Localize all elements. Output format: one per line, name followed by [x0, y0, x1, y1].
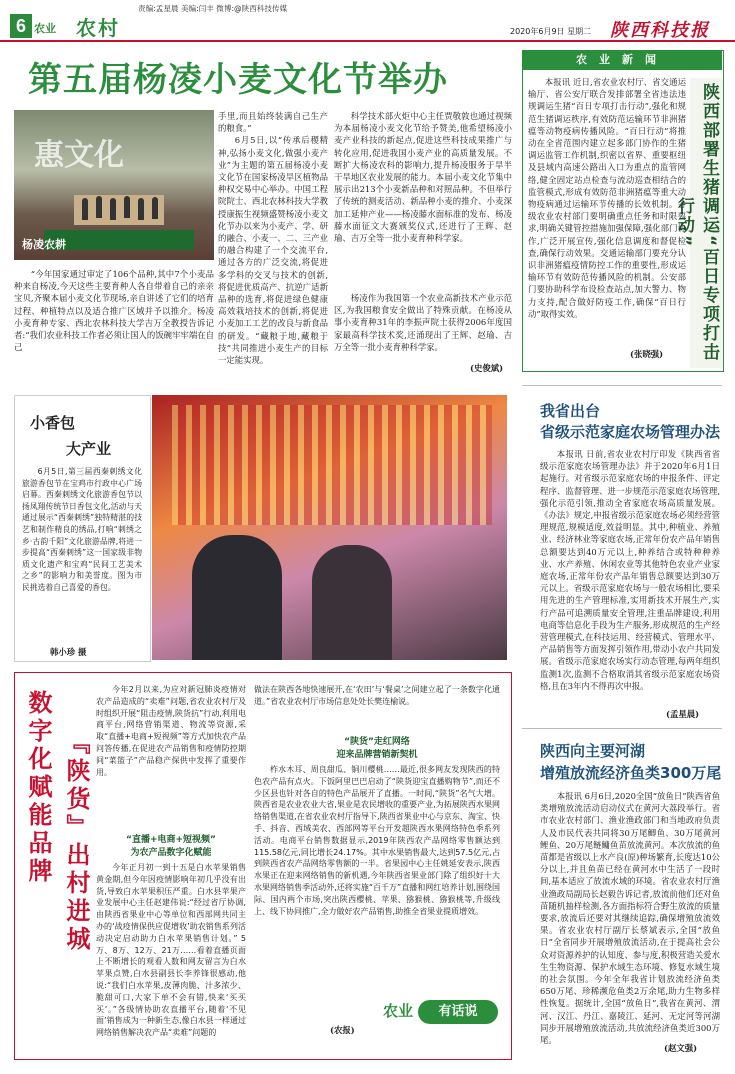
digital-body-2: 柞水木耳、周良甜瓜、铜川樱桃……最近,很多网友发现陕西的特色农产品有点火。下饭阿里巴巴启动了“陕货迎宝直播购物节”,而还不少区县也针对各自的特色产品展开了直播。一时间,“陕货”名气大增。陕西省是农业农业大省,果业是农民增收的重要产业,为拓展陕西水果网络销售渠道,在省农业农村厅指导下,陕西省果业中心与京东、淘宝、快手、抖音、西域美农、西部网等平台开发超陕西水果网络特色季系列活动。电商平台销售数据显示,2019年陕西农产品网络零售额达到115.58亿元,同比增长24.17%。其中水果销售最大,达到57.5亿元,占到陕西省农产品网络零售额的一半。省果园中心主任姚延安表示,陕西水果正在迎来网络销售的新机遇,今年陕西省果业部门除了组织好十大水果网络销售季活动外,还将实施“百千万”直播和网红培养计划,围绕国际、国内两个市场,突出陕西樱桃、苹果、猕猴桃、猕猴桃等,升级线上、线下协同推广,全力做好农产品销售,助推全省果业提质增效。 — [254, 765, 500, 916]
editor-credits: 责编:孟星晨 美编:闫丰 微博:@陕西科技传媒 — [138, 4, 288, 13]
fish-credit: (赵文强) — [664, 1043, 698, 1053]
wheat-festival-photo: 杨凌农耕 惠文化 — [14, 110, 214, 260]
divider — [522, 385, 722, 386]
section-label-small: 农业 — [34, 22, 56, 35]
photo-banner-text: 杨凌农耕 — [22, 238, 66, 251]
wheat-credit: (史俊斌) — [470, 363, 504, 373]
newspaper-brand: 陕西科技报 — [610, 20, 710, 41]
main-headline: 第五届杨凌小麦文化节举办 — [28, 60, 448, 100]
farm-title-1: 我省出台 — [540, 402, 601, 420]
talk-badge: 有话说 — [418, 1000, 498, 1024]
fish-title-2: 增殖放流经济鱼类300万尾 — [540, 764, 722, 782]
wheat-article-col-c: 科学技术部火炬中心主任贾敬敦也通过视频为本届杨凌小麦文化节给予赞美,他希望杨凌小麦产业科技的新起点,促进这些科技成果推广与转化应用,促进我国小麦产业的高质量发展。不断扩大杨凌农科的影响力,提升杨凌服务于旱半干旱地区农业发展的能力。本届小麦文化节集中展示出213个小麦新品种和对照品种。不但举行了传统的测麦活动、新品种小麦的推介、小麦深加工延伸产业——杨凌藤水面标准的发布、杨凌藤水面征文大赛颁奖仪式,还进行了王辉、赵瑜、吉万全等一批小麦育种科学家。 — [334, 111, 512, 244]
digital-intro: 今年2月以来,为应对新冠肺炎疫情对农产品造成的“卖难”问题,省农业农村厅及时组织开展“阻击疫情,陕货抗”行动,利用电商平台,网络营销渠道、物流等资源,采取“直播+电商+短视频”等方式加快农产品问答传播,在促进农产品销售和疫情防控期间“菜篮子”产品稳产保供中发挥了重要作用。 — [96, 685, 246, 777]
digital-col-mid: 做法在陕西各地快速展开,在‘农田’与‘餐桌’之间建立起了一条数字化通道。”省农业农村厅市场信息处处长樊连榆说。 — [254, 685, 500, 706]
issue-date: 2020年6月9日 星期二 — [510, 27, 592, 36]
digital-subhead-1: “直播+电商+短视频” 为农产品数字化赋能 — [126, 835, 216, 858]
digital-body-1: 今年正月初一到十五是白水苹果销售黄金期,但今年因疫情影响年初几乎没有出货,导致白水苹果积压严重。白水县苹果产业发展中心主任赵建伟说:“经过省厅协调,由陕西省果业中心等单位和西部网共同主办的‘战疫情保供应促增收’助农销售系列活动决定启动助力白水苹果销售计划。” 5万、8万、12万、21万……看着直播页面上不断增长的观看人数和网友留言为白水苹果点赞,白水县副县长李养锋很感动,他说:“我们白水苹果,皮薄肉脆、汁多浓少、脆甜可口,大家下单不会有错,快来‘买买买’。”各级情协助农直播平台,随着‘不见面’销售成为一种新生态,像白水县一样通过网络销售解决农产品“卖难”问题的 — [96, 863, 246, 1038]
farm-title-2: 省级示范家庭农场管理办法 — [540, 423, 721, 441]
farm-credit: (孟星晨) — [666, 709, 700, 719]
section-label-large: 农村 — [76, 16, 120, 40]
digital-subhead-2: “陕货”走红网络 迎来品牌营销新契机 — [336, 737, 418, 760]
talk-badge-label: 农业 — [383, 1002, 414, 1020]
xiangbao-caption: 6月5日,第三届西秦刺绣文化旅游香包节在宝鸡市行政中心广场启幕。西秦刺绣文化旅游香包节以扬凤翔传统节日香包文化,活动与天通过展示“西秦刺绣”独特精湛的技艺和制作精良的绣品,打响“刺绣之乡·古韵千阳”文化旅游品牌,将进一步提高“西秦刺绣”这一国家级非物质文化遗产和宝鸡“民间工艺美术之乡”的影响力和美誉度。图为市民挑选着自己喜爱的香包。 — [22, 467, 142, 592]
pig-transport-headline: 陕西部署生猪调运“百日专项打击行动” — [690, 78, 722, 368]
page-number: 6 — [10, 14, 32, 38]
fish-article: 本报讯 6月6日,2020全国“放鱼日”陕西省鱼类增殖放流活动启动仪式在黄河大荔段举行。省市农业农村部门、渔业渔政部门和当地政府负责人及市民代表共同将30万尾鲫鱼、30万尾黄河鲤鱼、20万尾鲢鳙鱼苗放流黄河。本次放流的鱼苗都是省级以上水产良(原)种场繁育,长度达10公分以上,并且鱼苗已经在黄河水中生活了一段时间,基本适应了放流水域的环境。省农业农村厅渔业渔政局副局长赵毅告诉记者,放流前他们还对鱼苗随机抽样检测,各方面指标符合野生放流的质量要求,放流后还要对其继续追踪,确保增殖放流效果。省农业农村厅副厅长蔡斌表示,全国“放鱼日”全省同步开展增殖放流活动,在于提高社会公众对资源养护的认知度、参与度,积极营造关爱水生生物资源、保护水域生态环境、修复水域生境的社会氛围。今年全年我省计划放流经济鱼类650万尾、珍稀濒危鱼类2万余尾,助力生物多样性恢复。据统计,全国“放鱼日”,我省在黄河、渭河、汉江、丹江、嘉陵江、延河、无定河等河湖同步开展增殖放流活动,共放流经济鱼类近300万尾。 — [540, 791, 720, 1046]
xiangbao-title-2: 大产业 — [66, 440, 112, 458]
xiangbao-credit: 韩小珍 摄 — [50, 647, 87, 657]
farm-article: 本报讯 日前,省农业农村厅印发《陕西省省级示范家庭农场管理办法》并于2020年6月1日起施行。对省级示范家庭农场的申报条件、评定程序、监督管理、进一步规范示范家庭农场管理,强化示范引领,推动全省家庭农场高质量发展。《办法》规定,申报省级示范家庭农场必须经营管理规范,规模适度,效益明显。其中,种植业、养殖业、经济林业等家庭农场,正常年份农产品年销售总额要达到40万元以上,种养结合或特种种养业、水产养殖、休闲农业等其他特色农业产业家庭农场,正常年份农产品年销售总额要达到30万元以上。省级示范家庭农场与一般农场相比,要采用先进的生产管理标准,实用新技术开展生产,实行产品可追溯质量安全管理,注重品牌建设,利用电商等信息化手段为生产服务,形成规范的生产经营管理模式,在科技运用、经营模式、管理水平、产品销售等方面发挥引领作用,带动小农户共同发展。省级示范家庭农场实行动态管理,每两年组织监测1次,监测不合格取消其省级示范家庭农场资格,且在3年内不得再次申报。 — [540, 449, 720, 691]
pig-transport-article: 本报讯 近日,省农业农村厅、省交通运输厅、省公安厅联合发排部署全省违法违规调运生猪“百日专项打击行动”,强化和规范生猪调运秩序,有效防范运输环节非洲猪瘟等动物疫病传播风险。“百日行动”将推动在全省范围内建立起多部门协作的生猪调运监管工作机制,织密以省界、重要枢纽及县域内高速公路出入口为重点的监管网络,健全固定站点检查与流动巡查相结合的监管模式,形成有效防范非洲猪瘟等重大动物疫病通过运输环节传播的长效机制。各级农业农村部门要明确重点任务和时限要求,明确关键管控措施加强保障,强化部门协作,广泛开展宣传,强化信息调度和督促检查,确保行动效果。交通运输部门要充分认识非洲猪瘟疫情防控工作的重要性,形成运输环节有效防范传播风险的机制。公安部门要协助科学布设检查站点,加大警力、物力支持,配合做好防疫工作,确保“百日行动”取得实效。 — [528, 77, 686, 319]
divider — [522, 728, 722, 729]
wheat-article-col-d: 杨凌作为我国第一个农业高新技术产业示范区,为我国粮食安全做出了特殊贡献。在杨凌从事小麦育种31年的李振声院士获得2006年度国家最高科学技术奖,还涌现出了王辉、赵瑜、吉万全等一批小麦育种科学家。 — [334, 293, 512, 352]
sachet-photo — [152, 395, 507, 660]
digital-headline-1: 数字化赋能品牌 — [24, 690, 52, 886]
news-section-bar: 农业新闻 — [522, 50, 722, 70]
xiangbao-title-1: 小香包 — [30, 414, 76, 432]
fish-title-1: 陕西向主要河湖 — [540, 742, 646, 760]
wheat-article-col-b: 手里,而且始终装满自己生产的粮食。” 6月5日,以“传承后稷精神,弘扬小麦文化,做强小麦产业”为主题的第五届杨凌小麦文化节在国家杨凌旱区植物品种权交易中心举办。中国工程院院士、西北农林科技大学教授康振生视频盛赞杨凌小麦文化节办以来为小麦产、学、研的融合、小麦一、二、三产业的融合构建了一个交流平台,通过各方的广泛交流,将促进多学科的交叉与技术的创新,将促进优质高产、抗逆广适新品种的选育,将促进绿色健康高效栽培技术的创新,将促进小麦加工工艺的改良与新食品的研发。“藏粮于地,藏粮于技”共同推进小麦生产的目标一定能实现。 — [218, 111, 328, 366]
digital-credit: (农报) — [330, 1025, 355, 1035]
wheat-article-col-a: “今年国家通过审定了106个品种,其中7个小麦品种来自杨凌,今天这些主要育种人各自带着自己的亲亲宝贝,齐聚本届小麦文化节现场,亲自讲述了它们的培育过程、种植特点以及适合推广区域并予以推介。杨凌小麦育种专家、西北农林科技大学吉万全教授告诉记者:“我们农业科技工作者必须让国人的饭碗牢牢端在自己 — [14, 269, 214, 353]
pig-transport-credit: (张晓强) — [630, 349, 664, 359]
digital-headline-2: 『陕货』出村进城 — [62, 730, 90, 954]
